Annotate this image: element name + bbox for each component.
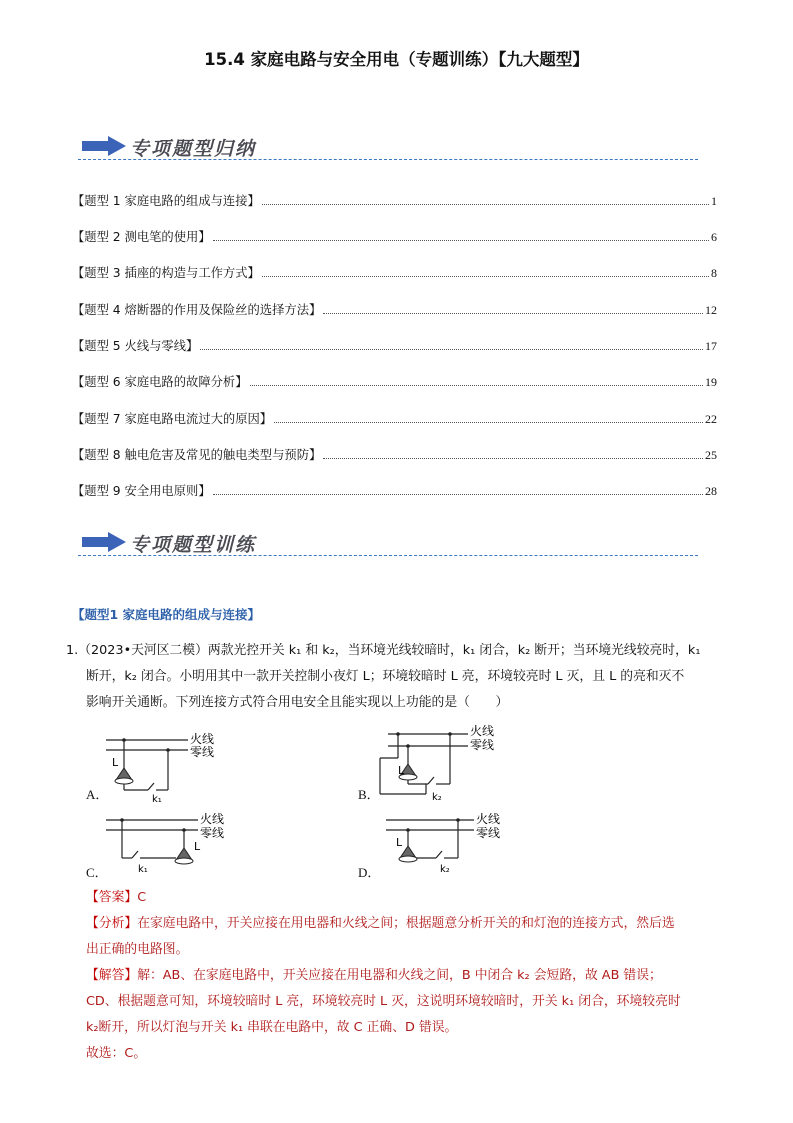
- svg-text:火线: 火线: [200, 812, 225, 826]
- svg-text:零线: 零线: [476, 826, 501, 840]
- lamp-icon: [175, 848, 193, 864]
- toc-item[interactable]: 【题型 4 熔断器的作用及保险丝的选择方法】 12: [72, 303, 717, 317]
- circuit-diagram-b: [378, 718, 528, 808]
- section-heading: 【题型1 家庭电路的组成与连接】: [72, 607, 261, 622]
- svg-text:零线: 零线: [200, 826, 225, 840]
- toc-item[interactable]: 【题型 8 触电危害及常见的触电类型与预防】 25: [72, 448, 717, 462]
- svg-text:L: L: [398, 764, 405, 777]
- answer-block: 【答案】C 【分析】在家庭电路中，开关应接在用电器和火线之间；根据题意分析开关的和灯泡的连接方式，然后选 出正确的电路图。 【解答】解：AB、在家庭电路中，开关应接在用电器和火线之间，B 中闭合 k₂ 会短路，故 AB 错误； CD、根据题意可知，环境较暗时 L 亮，环境较亮时 L 灭，这说明环境较暗时，开关 k₁ 闭合，环境较亮时 k₂断开，所以灯泡与开关 k₁ 串联在电路中，故 C 正确、D 错误。 故选：C。: [86, 885, 736, 1067]
- svg-text:L: L: [396, 836, 403, 849]
- toc-item[interactable]: 【题型 5 火线与零线】 17: [72, 339, 717, 353]
- svg-text:火线: 火线: [470, 724, 495, 738]
- banner-title: 专项题型训练: [130, 534, 257, 556]
- option-b-label[interactable]: B．: [358, 787, 380, 802]
- question-text: 1.（2023•天河区二模）两款光控开关 k₁ 和 k₂，当环境光线较暗时，k₁ 闭合，k₂ 断开；当环境光线较亮时，k₁ 断开，k₂ 闭合。小明用其中一款开关控制小夜灯 L；环境较暗时 L 亮，环境较亮时 L 灭，且 L 的亮和灭不 影响开关通断。下列连接方式符合用电安全且能实现以上功能的是（ ）: [66, 643, 701, 710]
- solution-line: 【解答】解：AB、在家庭电路中，开关应接在用电器和火线之间，B 中闭合 k₂ 会短路，故 AB 错误；: [86, 968, 662, 983]
- svg-text:L: L: [194, 840, 201, 853]
- page-title: 15.4 家庭电路与安全用电（专题训练）【九大题型】: [204, 50, 589, 69]
- svg-text:零线: 零线: [190, 745, 215, 759]
- final-choice: 故选：C。: [86, 1046, 147, 1061]
- svg-text:火线: 火线: [476, 812, 501, 826]
- section-banner-training: [78, 526, 698, 562]
- toc-item[interactable]: 【题型 9 安全用电原则】 28: [72, 484, 717, 498]
- svg-text:零线: 零线: [470, 738, 495, 752]
- toc-item[interactable]: 【题型 2 测电笔的使用】 6: [72, 230, 717, 244]
- svg-text:k₁: k₁: [138, 864, 148, 875]
- toc-item[interactable]: 【题型 1 家庭电路的组成与连接】 1: [72, 194, 717, 208]
- svg-text:L: L: [112, 756, 119, 769]
- analysis-line: 【分析】在家庭电路中，开关应接在用电器和火线之间；根据题意分析开关的和灯泡的连接方式，然后选: [86, 916, 675, 931]
- toc-item[interactable]: 【题型 7 家庭电路电流过大的原因】 22: [72, 412, 717, 426]
- option-c-label[interactable]: C．: [86, 865, 108, 880]
- lamp-icon: [115, 768, 133, 784]
- banner-title: 专项题型归纳: [130, 138, 257, 160]
- dashed-divider: [78, 159, 698, 160]
- arrow-right-icon: [82, 532, 126, 552]
- circuit-diagram-a: [104, 722, 254, 802]
- option-a-label[interactable]: A．: [86, 787, 109, 802]
- circuit-diagram-d: [378, 806, 528, 881]
- section-banner-summary: [78, 130, 698, 166]
- svg-text:k₂: k₂: [432, 792, 442, 803]
- circuit-diagram-c: [104, 806, 254, 881]
- toc-item[interactable]: 【题型 3 插座的构造与工作方式】 8: [72, 266, 717, 280]
- svg-text:火线: 火线: [190, 732, 215, 746]
- option-d-label[interactable]: D．: [358, 865, 381, 880]
- dashed-divider: [78, 555, 698, 556]
- toc-item[interactable]: 【题型 6 家庭电路的故障分析】 19: [72, 375, 717, 389]
- arrow-right-icon: [82, 136, 126, 156]
- svg-text:k₁: k₁: [152, 794, 162, 802]
- svg-text:k₂: k₂: [440, 864, 450, 875]
- answer-line: 【答案】C: [86, 890, 147, 905]
